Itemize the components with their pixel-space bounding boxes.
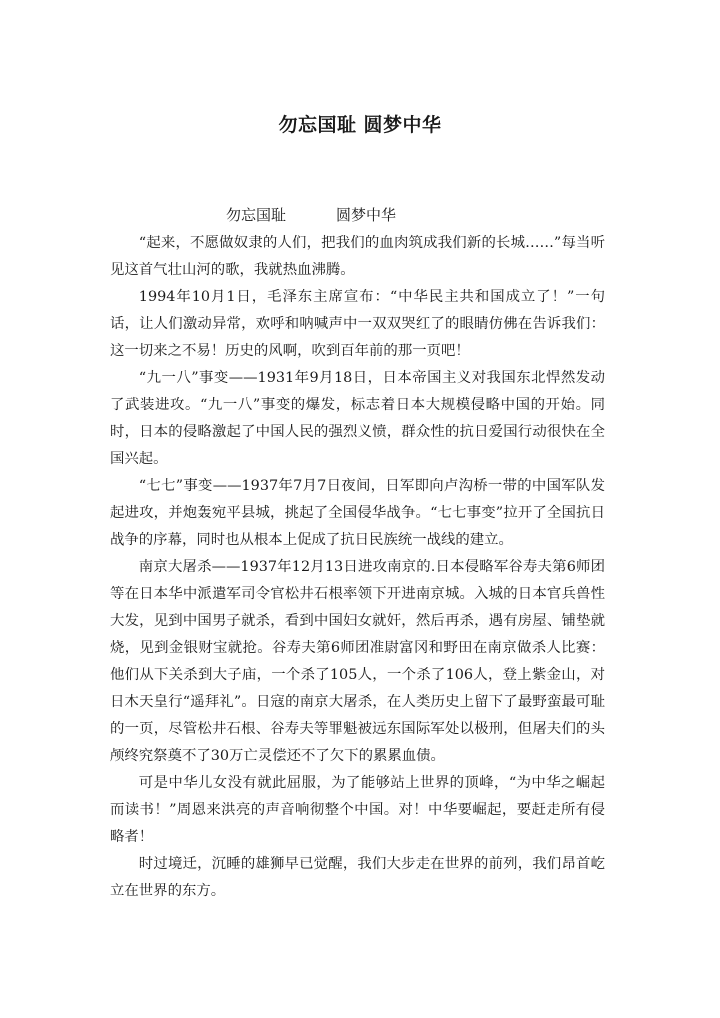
paragraph-7: 时过境迁，沉睡的雄狮早已觉醒，我们大步走在世界的前列，我们昂首屹立在世界的东方。: [110, 856, 605, 899]
document-subtitle: [226, 204, 396, 225]
paragraph-1: “起来，不愿做奴隶的人们，把我们的血肉筑成我们新的长城……”每当听见这首气壮山河的歌，我就热血沸腾。: [110, 235, 605, 278]
paragraph-4: “七七”事变——1937年7月7日夜间，日军即向卢沟桥一带的中国军队发起进攻，并炮轰宛平县城，挑起了全国侵华战争。“七七事变”拉开了全国抗日战争的序幕，同时也从根本上促成了抗日民族统一战线的建立。: [110, 478, 605, 548]
document-body: [110, 230, 605, 905]
subtitle-left: 勿忘国耻: [226, 206, 287, 224]
document-title: 勿忘国耻 圆梦中华: [278, 114, 442, 136]
paragraph-2: 1994年10月1日，毛泽东主席宣布：“中华民主共和国成立了！”一句话，让人们激动异常，欢呼和呐喊声中一双双哭红了的眼睛仿佛在告诉我们：这一切来之不易！历史的风啊，吹到百年前的那一页吧！: [110, 289, 605, 359]
paragraph-5: 南京大屠杀——1937年12月13日进攻南京的.日本侵略军谷寿夫第6师团等在日本华中派遣军司令官松井石根率领下开进南京城。入城的日本官兵兽性大发，见到中国男子就杀，看到中国妇女就奸，然后再杀，遇有房屋、铺垫就烧，见到金银财宝就抢。谷寿夫第6师团准尉富冈和野田在南京做杀人比赛：他们从下关杀到大子庙，一个杀了105人，一个杀了106人，登上紫金山，对日木天皇行“遥拜礼”。日寇的南京大屠杀，在人类历史上留下了最野蛮最可耻的一页，尽管松井石根、谷寿夫等罪魁被远东国际军处以极刑，但屠夫们的头颅终究祭奠不了30万亡灵偿还不了欠下的累累血债。: [110, 559, 605, 764]
paragraph-3: “九一八”事变——1931年9月18日，日本帝国主义对我国东北悍然发动了武装进攻。“九一八”事变的爆发，标志着日本大规模侵略中国的开始。同时，日本的侵略激起了中国人民的强烈义愤，群众性的抗日爱国行动很快在全国兴起。: [110, 370, 605, 467]
subtitle-right: 圆梦中华: [336, 206, 397, 224]
paragraph-6: 可是中华儿女没有就此屈服，为了能够站上世界的顶峰，“为中华之崛起而读书！”周恩来洪亮的声音响彻整个中国。对！中华要崛起，要赶走所有侵略者！: [110, 775, 605, 845]
